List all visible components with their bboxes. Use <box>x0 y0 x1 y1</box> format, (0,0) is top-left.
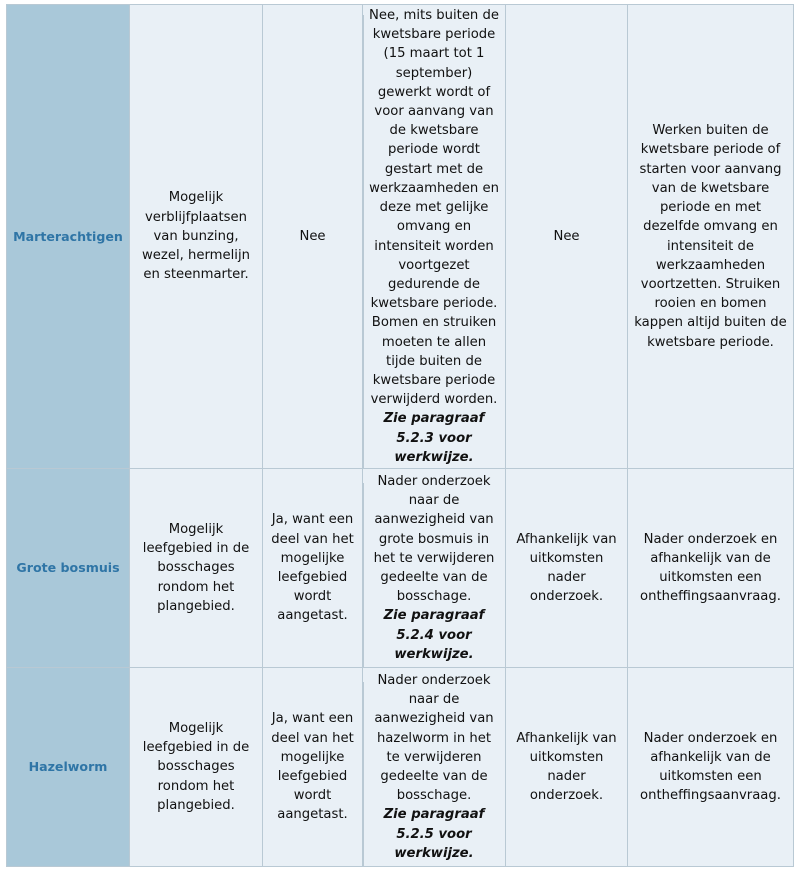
ontheffing-cell: Afhankelijk van uitkomsten nader onderzoek. <box>506 668 628 867</box>
ontheffing-cell: Nee <box>506 5 628 469</box>
table-row <box>7 469 794 668</box>
maatregel-text: Nader onderzoek naar de aanwezigheid van grote bosmuis in het te verwijderen gedeelte van de bosschage. <box>373 473 495 605</box>
situatie-cell: Mogelijk leefgebied in de bosschages rondom het plangebied. <box>130 668 263 867</box>
advies-cell: Nader onderzoek en afhankelijk van de uitkomsten een ontheffingsaanvraag. <box>628 469 794 668</box>
maatregel-text: Nee, mits buiten de kwetsbare periode (15 maart tot 1 september) gewerkt wordt of voor aanvang van de kwetsbare periode wordt gestart met de werkzaamheden en deze met gelijke omvang en intensiteit worden voortgezet gedurende de kwetsbare periode. Bomen en struiken moeten te allen tijde buiten de kwetsbare periode verwijderd worden. <box>369 8 499 408</box>
situatie-cell: Mogelijk verblijfplaatsen van bunzing, wezel, hermelijn en steenmarter. <box>130 5 263 469</box>
cell-divider <box>363 682 364 867</box>
paragraph-reference: Zie paragraaf 5.2.3 voor werkwijze. <box>383 411 485 465</box>
cell-divider <box>363 15 364 469</box>
paragraph-reference: Zie paragraaf 5.2.5 voor werkwijze. <box>383 807 485 861</box>
cell-divider <box>363 483 364 668</box>
table-row <box>7 5 794 469</box>
species-name: Hazelworm <box>7 668 130 867</box>
maatregel-cell <box>363 469 506 668</box>
paragraph-reference: Zie paragraaf 5.2.4 voor werkwijze. <box>383 608 485 662</box>
effect-cell: Ja, want een deel van het mogelijke leefgebied wordt aangetast. <box>263 469 363 668</box>
maatregel-cell <box>363 5 506 469</box>
species-name: Grote bosmuis <box>7 469 130 668</box>
maatregel-cell <box>363 668 506 867</box>
effect-cell: Ja, want een deel van het mogelijke leefgebied wordt aangetast. <box>263 668 363 867</box>
species-table <box>6 4 794 867</box>
species-name: Marterachtigen <box>7 5 130 469</box>
situatie-cell: Mogelijk leefgebied in de bosschages rondom het plangebied. <box>130 469 263 668</box>
advies-cell: Werken buiten de kwetsbare periode of starten voor aanvang van de kwetsbare periode en met dezelfde omvang en intensiteit de werkzaamheden voortzetten. Struiken rooien en bomen kappen altijd buiten de kwetsbare periode. <box>628 5 794 469</box>
ontheffing-cell: Afhankelijk van uitkomsten nader onderzoek. <box>506 469 628 668</box>
table-row <box>7 668 794 867</box>
advies-cell: Nader onderzoek en afhankelijk van de uitkomsten een ontheffingsaanvraag. <box>628 668 794 867</box>
effect-cell: Nee <box>263 5 363 469</box>
maatregel-text: Nader onderzoek naar de aanwezigheid van hazelworm in het te verwijderen gedeelte van de bosschage. <box>374 672 494 804</box>
